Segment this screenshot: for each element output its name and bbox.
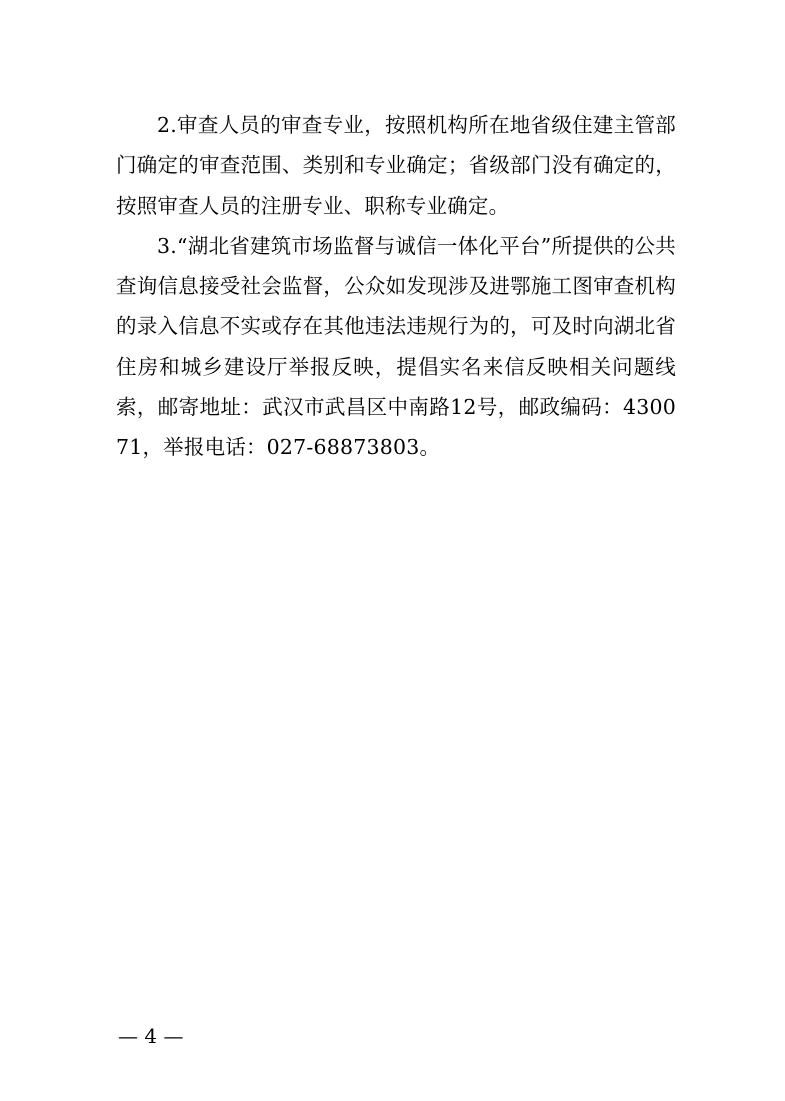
page-number: — 4 — — [118, 1024, 184, 1048]
paragraph-public-supervision: 3.“湖北省建筑市场监督与诚信一体化平台”所提供的公共查询信息接受社会监督，公众如发现涉及进鄂施工图审查机构的录入信息不实或存在其他违法违规行为的，可及时向湖北省住房和城乡建设厅举报反映，提倡实名来信反映相关问题线索，邮寄地址：武汉市武昌区中南路12号，邮政编码：430071，举报电话：027-68873803。 — [116, 233, 676, 460]
document-body — [116, 105, 676, 468]
paragraph-review-specialty: 2.审查人员的审查专业，按照机构所在地省级住建主管部门确定的审查范围、类别和专业确定；省级部门没有确定的，按照审查人员的注册专业、职称专业确定。 — [116, 113, 676, 218]
